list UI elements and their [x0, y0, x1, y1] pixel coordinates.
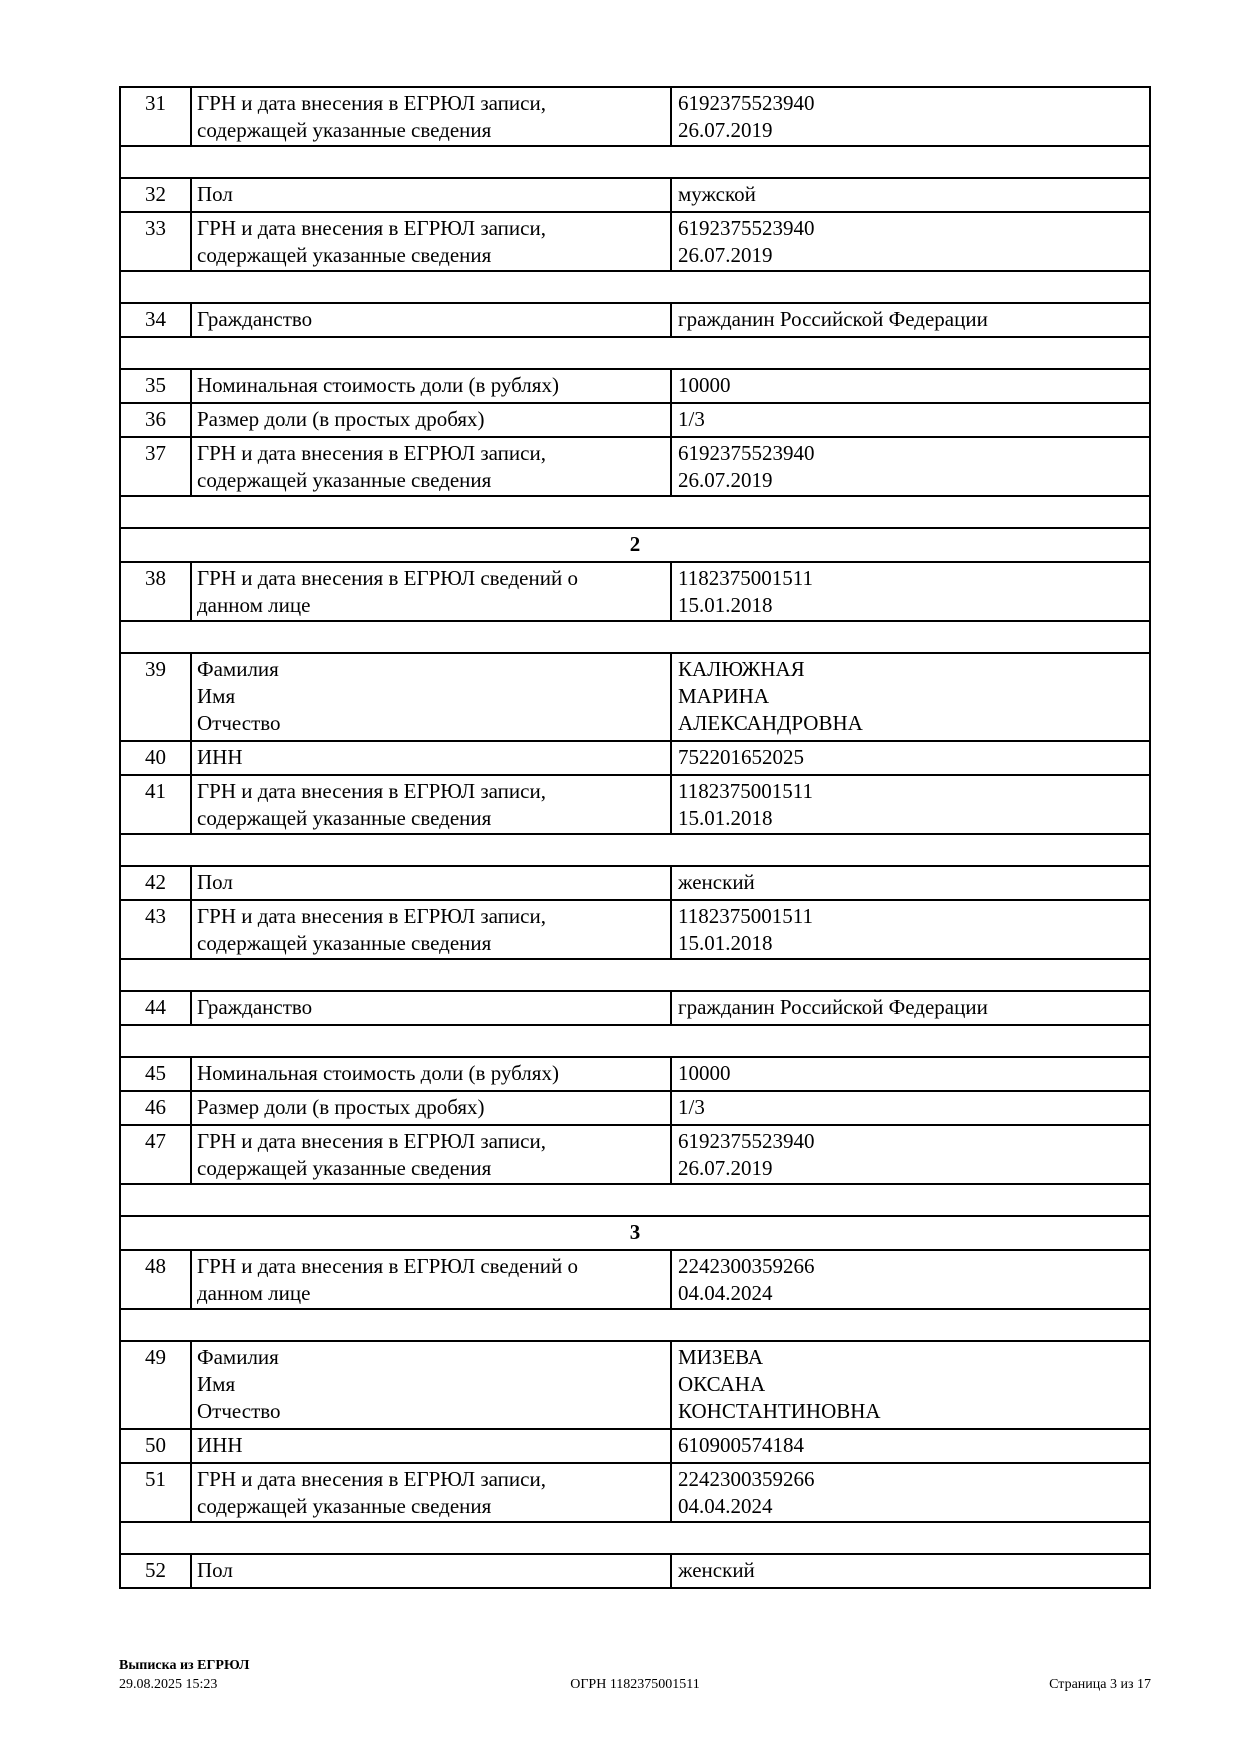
row-value-line: гражданин Российской Федерации	[678, 995, 988, 1019]
table-row	[121, 304, 1149, 338]
table-row	[121, 1126, 1149, 1185]
spacer-row	[121, 1523, 1149, 1555]
row-value-line: ОКСАНА	[678, 1372, 766, 1396]
row-label-line: Размер доли (в простых дробях)	[197, 407, 485, 431]
row-number: 45	[121, 1058, 192, 1090]
row-value-line: 610900574184	[678, 1433, 804, 1457]
table-row	[121, 213, 1149, 272]
row-value-line: женский	[678, 1558, 755, 1582]
row-label-line: ГРН и дата внесения в ЕГРЮЛ сведений о	[197, 1254, 578, 1278]
row-label-line: Размер доли (в простых дробях)	[197, 1095, 485, 1119]
row-label-line: содержащей указанные сведения	[197, 243, 492, 267]
table-row	[121, 654, 1149, 742]
row-label-line: данном лице	[197, 1281, 311, 1305]
row-value-line: мужской	[678, 182, 756, 206]
row-value	[672, 438, 1149, 495]
row-value-line: 26.07.2019	[678, 1156, 773, 1180]
table-row	[121, 179, 1149, 213]
row-label	[192, 1126, 672, 1183]
spacer-row	[121, 1185, 1149, 1217]
table-row	[121, 88, 1149, 147]
section-number: 2	[629, 532, 641, 556]
row-value-line: 752201652025	[678, 745, 804, 769]
table-row	[121, 742, 1149, 776]
row-label-line: ГРН и дата внесения в ЕГРЮЛ записи,	[197, 441, 546, 465]
row-value	[672, 1092, 1149, 1124]
row-value	[672, 1058, 1149, 1090]
row-value-line: 1/3	[678, 407, 705, 431]
table-row	[121, 992, 1149, 1026]
row-value-line: женский	[678, 870, 755, 894]
row-label-line: Фамилия	[197, 1345, 279, 1369]
row-label	[192, 404, 672, 436]
row-label	[192, 901, 672, 958]
row-value	[672, 1555, 1149, 1587]
row-value-line: 10000	[678, 1061, 731, 1085]
row-value	[672, 1251, 1149, 1308]
row-number: 43	[121, 901, 192, 958]
table-row	[121, 1464, 1149, 1523]
table-row	[121, 1251, 1149, 1310]
row-value-line: АЛЕКСАНДРОВНА	[678, 711, 863, 735]
row-label-line: ГРН и дата внесения в ЕГРЮЛ записи,	[197, 779, 546, 803]
row-label-line: содержащей указанные сведения	[197, 806, 492, 830]
spacer-row	[121, 272, 1149, 304]
row-label-line: ГРН и дата внесения в ЕГРЮЛ записи,	[197, 216, 546, 240]
row-value-line: 15.01.2018	[678, 593, 773, 617]
row-value	[672, 304, 1149, 336]
row-number: 41	[121, 776, 192, 833]
row-value-line: 1182375001511	[678, 566, 813, 590]
row-label	[192, 438, 672, 495]
row-value-line: гражданин Российской Федерации	[678, 307, 988, 331]
row-label-line: содержащей указанные сведения	[197, 468, 492, 492]
row-number: 33	[121, 213, 192, 270]
row-number: 50	[121, 1430, 192, 1462]
table-row	[121, 776, 1149, 835]
row-label-line: Имя	[197, 1372, 236, 1396]
row-label-line: Гражданство	[197, 995, 313, 1019]
row-number: 36	[121, 404, 192, 436]
row-label	[192, 563, 672, 620]
row-number: 32	[121, 179, 192, 211]
row-label-line: ГРН и дата внесения в ЕГРЮЛ записи,	[197, 1129, 546, 1153]
row-value	[672, 867, 1149, 899]
row-value	[672, 1464, 1149, 1521]
row-value-line: 1182375001511	[678, 904, 813, 928]
row-value-line: 2242300359266	[678, 1467, 815, 1491]
row-label-line: Имя	[197, 684, 236, 708]
footer-doc-title: Выписка из ЕГРЮЛ	[119, 1658, 250, 1673]
row-label	[192, 88, 672, 145]
spacer-row	[121, 147, 1149, 179]
table-row	[121, 1092, 1149, 1126]
section-number-row	[121, 1217, 1149, 1251]
row-value-line: 04.04.2024	[678, 1281, 773, 1305]
row-label	[192, 867, 672, 899]
row-value-line: 04.04.2024	[678, 1494, 773, 1518]
table-row	[121, 404, 1149, 438]
row-value-line: 26.07.2019	[678, 243, 773, 267]
row-label-line: Номинальная стоимость доли (в рублях)	[197, 1061, 559, 1085]
row-number: 44	[121, 992, 192, 1024]
row-number: 34	[121, 304, 192, 336]
row-number: 48	[121, 1251, 192, 1308]
row-value-line: 15.01.2018	[678, 806, 773, 830]
egrul-table	[119, 86, 1151, 1589]
row-number: 47	[121, 1126, 192, 1183]
row-label	[192, 776, 672, 833]
table-row	[121, 438, 1149, 497]
table-row	[121, 1342, 1149, 1430]
row-label-line: Пол	[197, 1558, 233, 1582]
row-value-line: 6192375523940	[678, 91, 815, 115]
row-value-line: 6192375523940	[678, 1129, 815, 1153]
row-value	[672, 179, 1149, 211]
row-label-line: ГРН и дата внесения в ЕГРЮЛ записи,	[197, 91, 546, 115]
row-label	[192, 992, 672, 1024]
row-label	[192, 179, 672, 211]
row-label-line: Номинальная стоимость доли (в рублях)	[197, 373, 559, 397]
row-label-line: содержащей указанные сведения	[197, 1494, 492, 1518]
row-value	[672, 992, 1149, 1024]
row-label-line: Гражданство	[197, 307, 313, 331]
row-value	[672, 1430, 1149, 1462]
row-number: 52	[121, 1555, 192, 1587]
row-label-line: ИНН	[197, 745, 243, 769]
spacer-row	[121, 835, 1149, 867]
row-value-line: 26.07.2019	[678, 118, 773, 142]
row-number: 35	[121, 370, 192, 402]
row-label-line: ГРН и дата внесения в ЕГРЮЛ записи,	[197, 904, 546, 928]
table-row	[121, 901, 1149, 960]
row-label	[192, 1092, 672, 1124]
row-label-line: ИНН	[197, 1433, 243, 1457]
row-label	[192, 1058, 672, 1090]
row-label	[192, 370, 672, 402]
row-value-line: 2242300359266	[678, 1254, 815, 1278]
row-number: 38	[121, 563, 192, 620]
row-label-line: содержащей указанные сведения	[197, 1156, 492, 1180]
row-number: 42	[121, 867, 192, 899]
row-label	[192, 654, 672, 740]
row-value	[672, 563, 1149, 620]
spacer-row	[121, 1310, 1149, 1342]
row-value-line: КОНСТАНТИНОВНА	[678, 1399, 881, 1423]
row-value	[672, 654, 1149, 740]
section-number: 3	[629, 1220, 641, 1244]
row-label	[192, 1251, 672, 1308]
table-row	[121, 1430, 1149, 1464]
row-value-line: 15.01.2018	[678, 931, 773, 955]
row-value	[672, 901, 1149, 958]
row-number: 31	[121, 88, 192, 145]
spacer-row	[121, 497, 1149, 529]
table-row	[121, 563, 1149, 622]
section-number-row	[121, 529, 1149, 563]
row-label	[192, 742, 672, 774]
row-label-line: Пол	[197, 870, 233, 894]
row-label-line: Фамилия	[197, 657, 279, 681]
row-value-line: 10000	[678, 373, 731, 397]
row-value	[672, 213, 1149, 270]
row-value-line: 1/3	[678, 1095, 705, 1119]
row-value	[672, 1342, 1149, 1428]
table-row	[121, 867, 1149, 901]
row-value-line: МИЗЕВА	[678, 1345, 764, 1369]
footer-page-number: Страница 3 из 17	[1049, 1677, 1151, 1692]
spacer-row	[121, 338, 1149, 370]
row-number: 40	[121, 742, 192, 774]
row-number: 46	[121, 1092, 192, 1124]
table-row	[121, 1555, 1149, 1589]
row-value-line: 6192375523940	[678, 216, 815, 240]
row-value-line: 1182375001511	[678, 779, 813, 803]
row-value	[672, 776, 1149, 833]
row-label-line: Отчество	[197, 711, 281, 735]
row-label-line: Отчество	[197, 1399, 281, 1423]
row-label-line: данном лице	[197, 593, 311, 617]
row-label-line: ГРН и дата внесения в ЕГРЮЛ сведений о	[197, 566, 578, 590]
row-label-line: содержащей указанные сведения	[197, 931, 492, 955]
row-label	[192, 1342, 672, 1428]
spacer-row	[121, 622, 1149, 654]
table-row	[121, 1058, 1149, 1092]
footer-ogrn: ОГРН 1182375001511	[570, 1677, 700, 1692]
row-value-line: КАЛЮЖНАЯ	[678, 657, 805, 681]
row-number: 37	[121, 438, 192, 495]
footer-datetime: 29.08.2025 15:23	[119, 1677, 218, 1692]
row-label	[192, 213, 672, 270]
spacer-row	[121, 960, 1149, 992]
row-value-line: МАРИНА	[678, 684, 770, 708]
row-value-line: 26.07.2019	[678, 468, 773, 492]
row-value	[672, 1126, 1149, 1183]
row-label	[192, 304, 672, 336]
row-label	[192, 1555, 672, 1587]
row-number: 39	[121, 654, 192, 740]
row-label	[192, 1464, 672, 1521]
row-value-line: 6192375523940	[678, 441, 815, 465]
row-value	[672, 370, 1149, 402]
row-label-line: Пол	[197, 182, 233, 206]
row-label	[192, 1430, 672, 1462]
row-number: 49	[121, 1342, 192, 1428]
row-value	[672, 404, 1149, 436]
row-label-line: содержащей указанные сведения	[197, 118, 492, 142]
row-label-line: ГРН и дата внесения в ЕГРЮЛ записи,	[197, 1467, 546, 1491]
spacer-row	[121, 1026, 1149, 1058]
row-number: 51	[121, 1464, 192, 1521]
row-value	[672, 742, 1149, 774]
row-value	[672, 88, 1149, 145]
table-row	[121, 370, 1149, 404]
